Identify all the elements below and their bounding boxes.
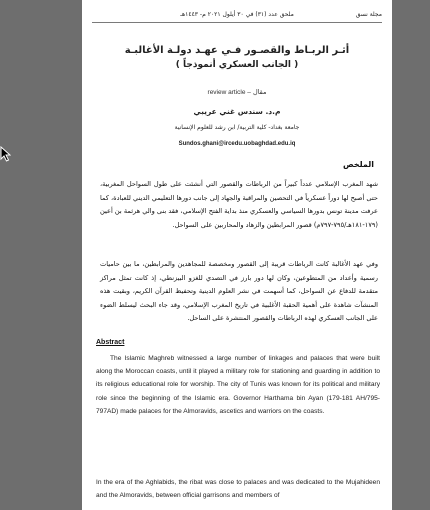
article-type: [82, 88, 392, 96]
issue-info: ملحق عدد (٣١) في ٣٠ أيلول ٢٠٢١ م- ١٤٤٣هـ: [180, 11, 294, 18]
title-line-1: أثـر الربـاط والقصـور فـي عهـد دولـة الأغالبـة: [124, 45, 350, 56]
english-abstract-paragraph-1: The Islamic Maghreb witnessed a large number of linkages and palaces that were built along the Moroccan coasts, until it played a military role for stationing and guarding in addition to its religious educational role for worship. The city of Tunis was known for its political and military role since the beginning of the Islamic era. Governor Harthama bin Ayan (179-181 AH/795-797AD) made palaces for the Almoravids, ascetics and warriors on the coasts.: [96, 355, 380, 415]
title-line-2: ( الجانب العسكري أنموذجاً ): [175, 60, 299, 70]
english-abstract-paragraph-2: In the era of the Aghlabids, the ribat was close to palaces and was dedicated to the Mujahideen and the Almoravids, between official garrisons and members of: [96, 479, 380, 500]
document-page: [82, 0, 392, 510]
article-type-ar: مقال: [252, 88, 267, 96]
author-affiliation: جامعة بغداد- كلية التربية/ ابن رشد للعلوم الإنسانية: [174, 124, 300, 131]
mouse-cursor-icon: [0, 146, 11, 162]
arabic-abstract-paragraph-1: شهد المغرب الإسلامي عدداً كبيراً من الرباطات والقصور التي أنشئت على طول السواحل المغربية، حتى أصبح لها دوراً عسكرياً في التحصين والمراقبة والجهاد إلى جانب دورها التعليمي الديني للعبادة، كما عرفت مدينة تونس بدورها السياسي والعسكري منذ بداية الفتح الإسلامي، فقد بنى والي هرثمة بن أعين (١٧٩-١٨١هـ/٧٩٥-٧٩٧م) قصور المرابطين والزهاد والمحاربين على السواحل.: [99, 180, 378, 229]
english-abstract-heading: Abstract: [96, 339, 125, 346]
arabic-abstract-heading: الملخص: [342, 160, 374, 169]
author-email: Sundos.ghani@ircedu.uobaghdad.edu.iq: [178, 141, 296, 147]
journal-name: مجلة نسق: [355, 11, 382, 18]
article-type-en: review article –: [207, 89, 251, 96]
article-title: [92, 44, 382, 72]
author-name: م.د. سندس غني عريبي: [193, 107, 281, 116]
arabic-abstract-paragraph-2: وفي عهد الأغالبة كانت الرباطات قريبة إلى القصور ومخصصة للمجاهدين والمرابطين، ما بين حاميات رسمية وأعداد من المتطوعين، وكان لها دور بارز في التصدي للغزو البيزنطي، إذ كانت تمثل مراكز متقدمة للدفاع عن السواحل، كما أسهمت في نشر العلوم الدينية وتحفيظ القرآن الكريم، وبقيت هذه المنشآت شاهدة على أهمية الحقبة الأغلبية في تاريخ المغرب الإسلامي، وقد جاء البحث ليسلط الضوء على الجانب العسكري لهذه الرباطات والقصور المنتشرة على الساحل.: [100, 260, 378, 322]
running-header: [92, 8, 382, 23]
